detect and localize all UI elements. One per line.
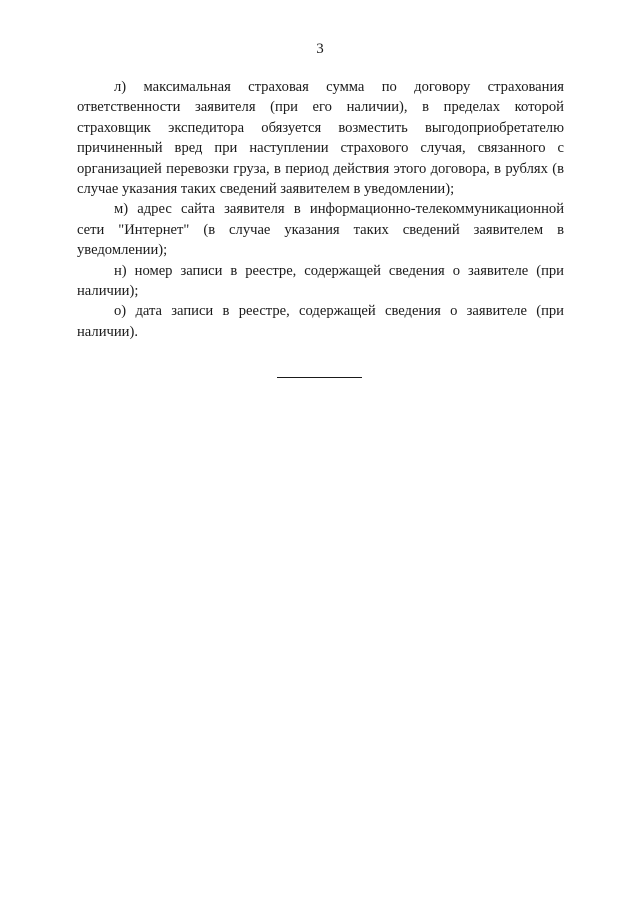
paragraph-item-n: н) номер записи в реестре, содержащей сведения о заявителе (при наличии); bbox=[77, 262, 564, 300]
closing-divider bbox=[277, 377, 362, 378]
document-body bbox=[77, 77, 564, 342]
paragraph-item-o: о) дата записи в реестре, содержащей сведения о заявителе (при наличии). bbox=[77, 303, 564, 340]
page-number: 3 bbox=[316, 41, 324, 57]
paragraph-item-l: л) максимальная страховая сумма по договору страхования ответственности заявителя (при его наличии), в пределах которой страховщик экспедитора обязуется возместить выгодоприобретателю причиненный вред при наступлении страхового случая, связанного с организацией перевозки груза, в период действия этого договора, в рублях (в случае указания таких сведений заявителем в уведомлении); bbox=[77, 79, 564, 198]
paragraph-item-m: м) адрес сайта заявителя в информационно-телекоммуникационной сети "Интернет" (в случае указания таких сведений заявителем в уведомлении); bbox=[77, 201, 564, 259]
